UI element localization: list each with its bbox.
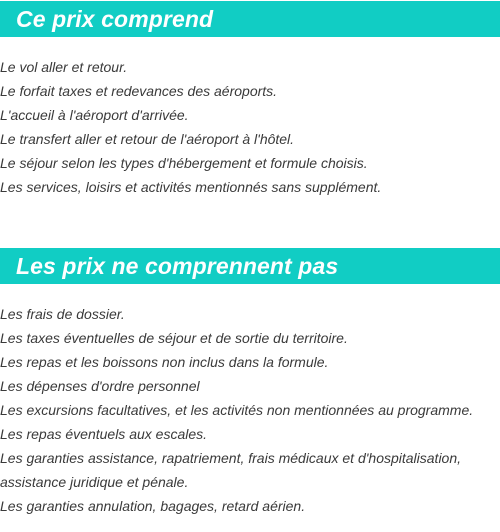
- list-item: Les repas et les boissons non inclus dans la formule.: [0, 354, 329, 370]
- list-item: L'accueil à l'aéroport d'arrivée.: [0, 107, 189, 123]
- list-item: Les garanties annulation, bagages, retard aérien.: [0, 498, 306, 514]
- price-excludes-list: [0, 302, 500, 518]
- list-item: Le vol aller et retour.: [0, 59, 128, 75]
- section-title-price-includes: Ce prix comprend: [0, 1, 500, 37]
- section-title-price-excludes: Les prix ne comprennent pas: [0, 248, 500, 284]
- list-item: Les garanties assistance, rapatriement, frais médicaux et d'hospitalisation, assistance juridique et pénale.: [0, 450, 462, 490]
- list-item: Les taxes éventuelles de séjour et de sortie du territoire.: [0, 330, 348, 346]
- list-item: Les services, loisirs et activités mentionnés sans supplément.: [0, 179, 382, 195]
- price-includes-list: [0, 55, 500, 199]
- list-item: Le forfait taxes et redevances des aéroports.: [0, 83, 278, 99]
- list-item: Les dépenses d'ordre personnel: [0, 378, 200, 394]
- list-item: Le séjour selon les types d'hébergement et formule choisis.: [0, 155, 368, 171]
- list-item: Les excursions facultatives, et les activités non mentionnées au programme.: [0, 402, 474, 418]
- list-item: Les repas éventuels aux escales.: [0, 426, 208, 442]
- list-item: Les frais de dossier.: [0, 306, 125, 322]
- list-item: Le transfert aller et retour de l'aéroport à l'hôtel.: [0, 131, 295, 147]
